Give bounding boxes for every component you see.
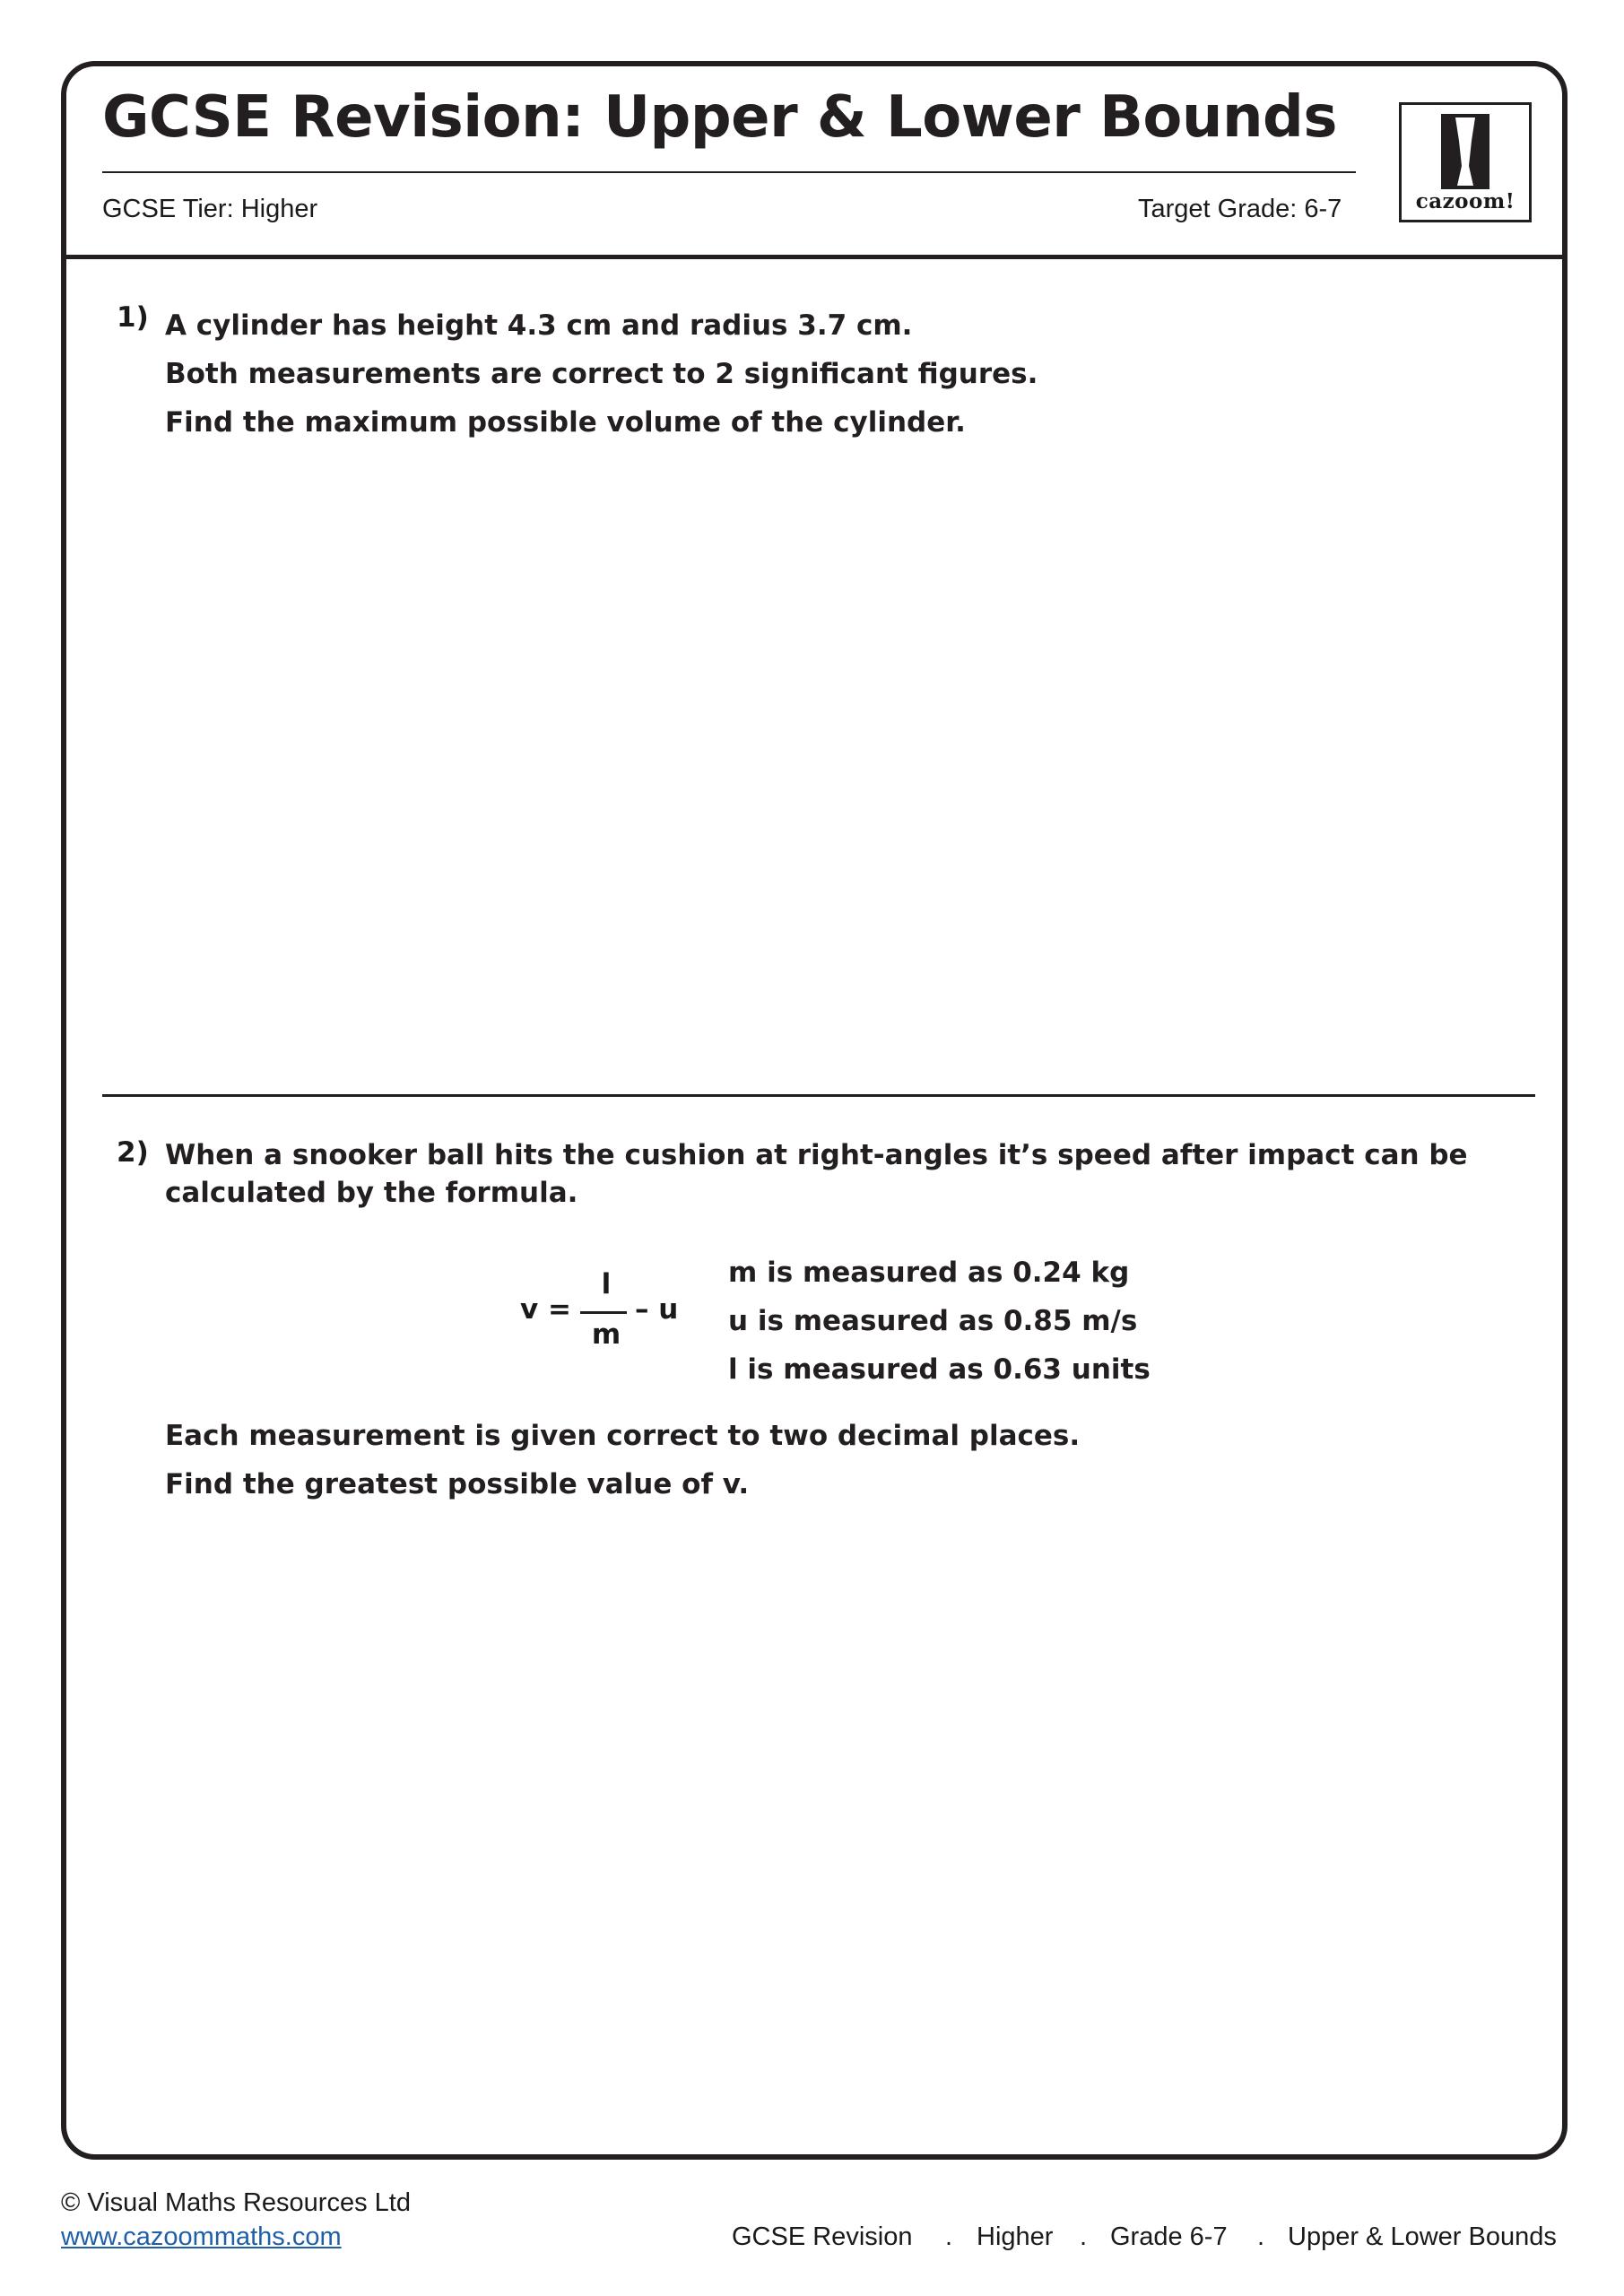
fraction-bar bbox=[580, 1311, 627, 1314]
question-2-closing bbox=[165, 1412, 1080, 1509]
worksheet-frame bbox=[61, 61, 1568, 2160]
logo-mark-icon bbox=[1441, 114, 1489, 189]
measurements-list bbox=[728, 1248, 1151, 1394]
measurement-u: u is measured as 0.85 m/s bbox=[728, 1305, 1138, 1337]
website-link[interactable]: www.cazoommaths.com bbox=[61, 2222, 342, 2251]
question-2-closing-line-2: Find the greatest possible value of v. bbox=[165, 1468, 750, 1500]
formula-lhs: v = bbox=[520, 1293, 571, 1326]
breadcrumb-separator: . bbox=[1080, 2222, 1088, 2251]
header-divider bbox=[66, 255, 1562, 259]
cazoom-logo bbox=[1399, 102, 1532, 222]
logo-text: cazoom! bbox=[1415, 189, 1515, 213]
copyright-text: © Visual Maths Resources Ltd bbox=[61, 2188, 411, 2217]
breadcrumb-item-topic: Upper & Lower Bounds bbox=[1288, 2222, 1557, 2251]
page-title: GCSE Revision: Upper & Lower Bounds bbox=[102, 84, 1337, 151]
breadcrumb-item-grade: Grade 6-7 bbox=[1110, 2222, 1228, 2251]
title-underline bbox=[102, 171, 1356, 173]
measurement-l: l is measured as 0.63 units bbox=[728, 1353, 1151, 1386]
measurement-m: m is measured as 0.24 kg bbox=[728, 1257, 1130, 1289]
breadcrumb-item-tier: Higher bbox=[977, 2222, 1054, 2251]
formula-rhs: – u bbox=[635, 1293, 679, 1326]
tier-label: GCSE Tier: Higher bbox=[102, 195, 318, 223]
question-2-closing-line-1: Each measurement is given correct to two decimal places. bbox=[165, 1420, 1081, 1452]
question-1-number: 1) bbox=[117, 301, 149, 334]
formula-denominator: m bbox=[591, 1318, 621, 1351]
question-1-line-1: A cylinder has height 4.3 cm and radius 3.7 cm. bbox=[165, 309, 913, 342]
question-2-line-2: calculated by the formula. bbox=[165, 1177, 578, 1209]
formula-numerator: l bbox=[601, 1268, 612, 1300]
breadcrumb-separator: . bbox=[945, 2222, 953, 2251]
question-1-line-3: Find the maximum possible volume of the cylinder. bbox=[165, 406, 966, 439]
question-divider bbox=[102, 1094, 1535, 1097]
question-1-text bbox=[165, 301, 1038, 447]
question-2-number: 2) bbox=[117, 1136, 149, 1169]
question-1-line-2: Both measurements are correct to 2 significant figures. bbox=[165, 358, 1038, 390]
question-2-text bbox=[165, 1136, 1468, 1212]
question-2-line-1: When a snooker ball hits the cushion at right-angles it’s speed after impact can be bbox=[165, 1139, 1468, 1171]
breadcrumb-separator: . bbox=[1257, 2222, 1265, 2251]
breadcrumb-item-revision: GCSE Revision bbox=[732, 2222, 913, 2251]
target-grade-label: Target Grade: 6-7 bbox=[1138, 195, 1342, 223]
